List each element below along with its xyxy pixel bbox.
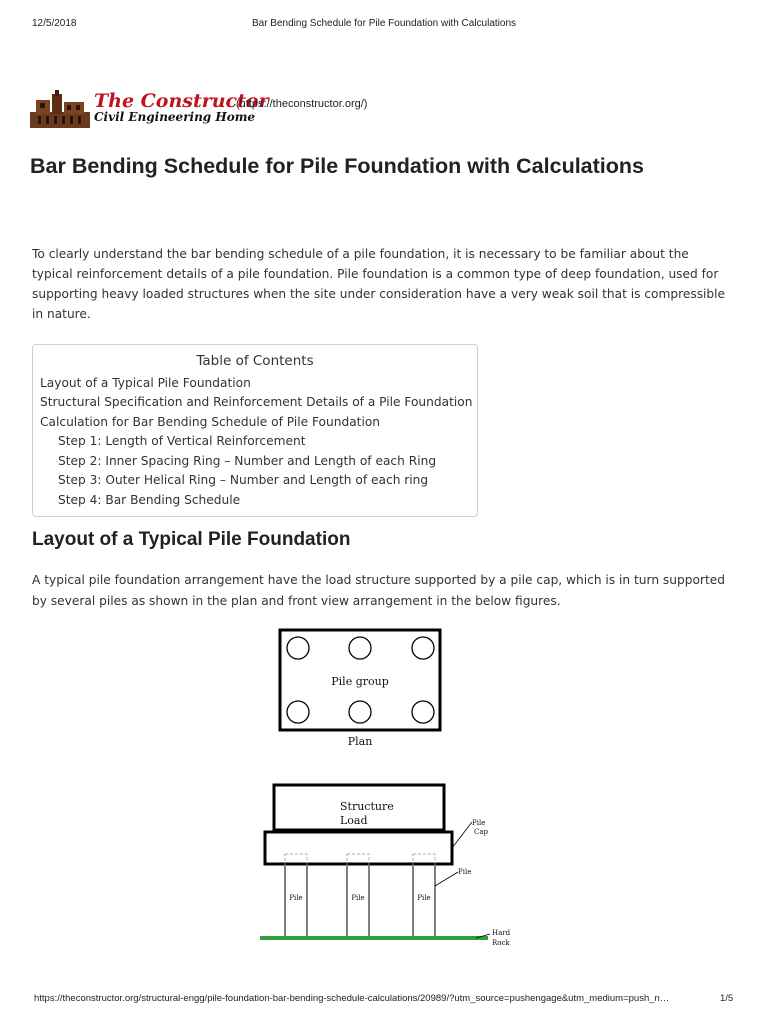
section-paragraph: A typical pile foundation arrangement have the load structure supported by a pile cap, which is in turn supported by several piles as shown in the plan and front view arrangement in the below figures. [32, 573, 725, 608]
pile-circle [412, 637, 434, 659]
pile-foundation-figure [250, 624, 520, 954]
pile-circle [349, 637, 371, 659]
pile-circle [349, 701, 371, 723]
print-footer-url: https://theconstructor.org/structural-engg/pile-foundation-bar-bending-schedule-calculations/20989/?utm_source=pushengage&utm_medium=push_n… [34, 993, 670, 1004]
toc-subitem[interactable]: Step 3: Outer Helical Ring – Number and Length of each ring [58, 473, 429, 487]
pile-circle [287, 701, 309, 723]
pile-circle [412, 701, 434, 723]
logo-url[interactable]: (https://theconstructor.org/) [236, 98, 368, 110]
intro-paragraph: To clearly understand the bar bending schedule of a pile foundation, it is necessary to be familiar about the typical reinforcement details of a pile foundation. Pile foundation is a common type of deep foundation, used for supporting heavy loaded structures when the site under consideration have a very weak soil that is compressible in nature. [32, 247, 726, 321]
pile-group-label: Pile group [331, 675, 389, 688]
toc-subitem[interactable]: Step 1: Length of Vertical Reinforcement [58, 434, 306, 448]
logo-name: The Constructor [94, 90, 269, 112]
print-header-title: Bar Bending Schedule for Pile Foundation with Calculations [251, 18, 517, 29]
pile-label: Pile [351, 894, 365, 902]
article-title: Bar Bending Schedule for Pile Foundation with Calculations [30, 154, 644, 178]
table-of-contents [32, 344, 478, 517]
toc-item[interactable]: Structural Specification and Reinforcement Details of a Pile Foundation [40, 395, 473, 409]
pile-cap-callout: Pile [472, 819, 486, 827]
print-date: 12/5/2018 [32, 18, 77, 29]
plan-caption: Plan [347, 735, 373, 748]
pile-circle [287, 637, 309, 659]
logo-tagline: Civil Engineering Home [94, 110, 256, 124]
hard-rock-label: Rock [492, 939, 510, 947]
building-illustration-icon [28, 88, 92, 128]
toc-title: Table of Contents [196, 353, 314, 369]
load-label: Load [340, 814, 368, 827]
pile-label: Pile [289, 894, 303, 902]
section-heading: Layout of a Typical Pile Foundation [32, 529, 351, 550]
toc-item[interactable]: Calculation for Bar Bending Schedule of Pile Foundation [40, 415, 381, 429]
site-logo[interactable] [28, 86, 368, 130]
pile-cap-section [265, 832, 452, 864]
hard-rock-label: Hard [492, 929, 511, 937]
toc-subitem[interactable]: Step 2: Inner Spacing Ring – Number and Length of each Ring [58, 454, 437, 468]
print-page-number: 1/5 [720, 993, 734, 1004]
structure-label: Structure [340, 800, 394, 813]
pile-cap-callout: Cap [474, 828, 489, 836]
pile-callout: Pile [458, 868, 472, 876]
toc-item[interactable]: Layout of a Typical Pile Foundation [40, 376, 251, 390]
toc-subitem[interactable]: Step 4: Bar Bending Schedule [58, 493, 241, 507]
pile-label: Pile [417, 894, 431, 902]
